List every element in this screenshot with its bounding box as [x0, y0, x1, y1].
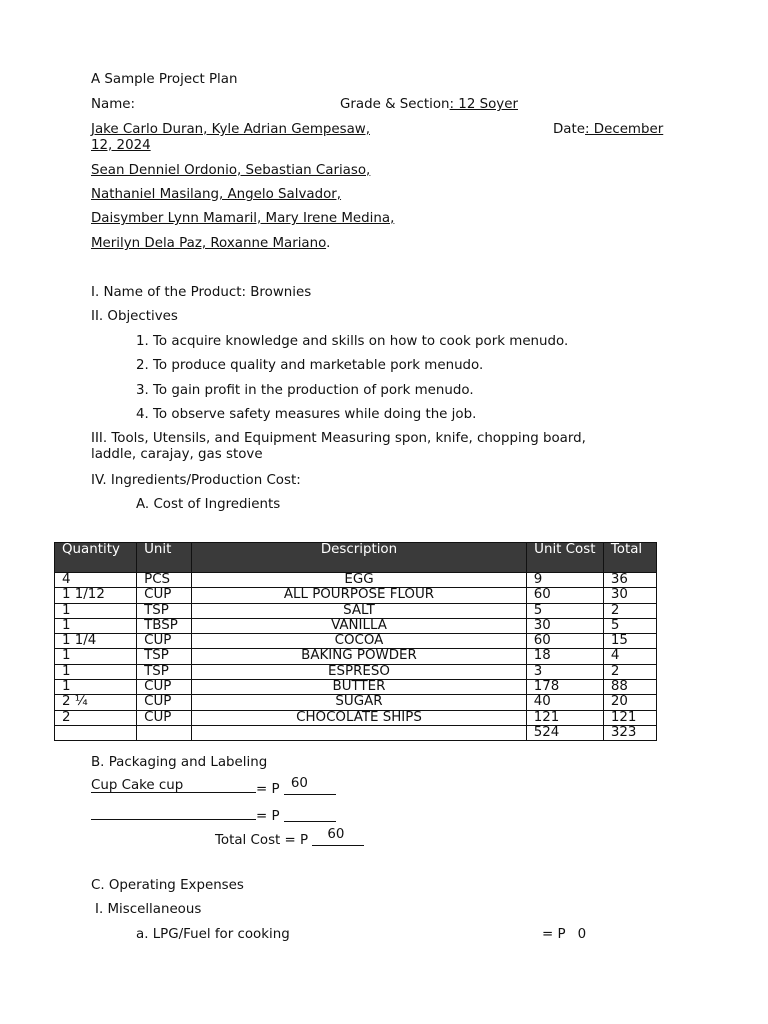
- cell-unit-cost: 30: [526, 618, 603, 633]
- grade-value: : 12 Soyer: [449, 97, 518, 112]
- objective-item: 2. To produce quality and marketable pork menudo.: [136, 358, 484, 373]
- table-row: [55, 618, 657, 633]
- cell-description: SALT: [192, 603, 527, 618]
- cell-unit: CUP: [137, 695, 192, 710]
- names-line-1: Jake Carlo Duran, Kyle Adrian Gempesaw,: [91, 122, 370, 137]
- packaging-heading: B. Packaging and Labeling: [91, 755, 268, 770]
- packaging-item-1: [91, 778, 336, 798]
- cell-description: COCOA: [192, 634, 527, 649]
- table-row: [55, 588, 657, 603]
- table-header-row: [55, 543, 657, 573]
- table-totals-row: [55, 725, 657, 740]
- cell-quantity: 1: [55, 618, 137, 633]
- grade-label: Grade & Section: [340, 97, 450, 112]
- names-line-3: Nathaniel Masilang, Angelo Salvador,: [91, 187, 342, 202]
- cell-quantity: 4: [55, 573, 137, 588]
- lpg-label: a. LPG/Fuel for cooking: [136, 927, 290, 942]
- header-total: Total: [603, 543, 656, 573]
- document-title: A Sample Project Plan: [91, 72, 238, 87]
- date-continuation: 12, 2024: [91, 138, 151, 153]
- objectives-heading: II. Objectives: [91, 309, 178, 324]
- grade-section: [340, 97, 518, 113]
- packaging-item-1-field: [91, 778, 256, 793]
- table-row: [55, 634, 657, 649]
- product-name: I. Name of the Product: Brownies: [91, 285, 312, 300]
- cell-unit-cost: 178: [526, 680, 603, 695]
- names-line-5-text: Merilyn Dela Paz, Roxanne Mariano: [91, 236, 327, 251]
- cell-unit-cost: 60: [526, 588, 603, 603]
- equals-p: = P: [256, 782, 280, 797]
- packaging-item-2-field: [91, 805, 256, 820]
- tools-line-2: laddle, carajay, gas stove: [91, 447, 263, 462]
- cell-quantity: 2: [55, 710, 137, 725]
- cell-total: 323: [603, 725, 656, 740]
- cell-quantity: 1: [55, 664, 137, 679]
- cell-unit-cost: 3: [526, 664, 603, 679]
- objective-item: 4. To observe safety measures while doing the job.: [136, 407, 477, 422]
- cell-unit: TSP: [137, 649, 192, 664]
- total-cost-label: Total Cost = P: [215, 833, 309, 848]
- cell-description: ALL POURPOSE FLOUR: [192, 588, 527, 603]
- cell-unit-cost: 60: [526, 634, 603, 649]
- cell-description: VANILLA: [192, 618, 527, 633]
- cell-unit: TSP: [137, 603, 192, 618]
- cell-quantity: 1: [55, 649, 137, 664]
- names-line-5-period: .: [326, 236, 331, 251]
- packaging-item-2-amount: [284, 807, 336, 822]
- table-row: [55, 680, 657, 695]
- cell-unit: PCS: [137, 573, 192, 588]
- cell-description: BUTTER: [192, 680, 527, 695]
- cell-unit-cost: 524: [526, 725, 603, 740]
- tools-line-1: III. Tools, Utensils, and Equipment Measuring spon, knife, chopping board,: [91, 431, 586, 446]
- total-cost-amount: 60: [312, 831, 364, 846]
- names-line-4: Daisymber Lynn Mamaril, Mary Irene Medina,: [91, 211, 395, 226]
- packaging-item-1-amount: 60: [284, 780, 336, 795]
- cost-subheading: A. Cost of Ingredients: [136, 497, 281, 512]
- cell-unit: [137, 725, 192, 740]
- cell-unit: TSP: [137, 664, 192, 679]
- header-description: Description: [192, 543, 527, 573]
- cell-unit-cost: 9: [526, 573, 603, 588]
- header-quantity: Quantity: [55, 543, 137, 573]
- table-row: [55, 603, 657, 618]
- table-row: [55, 573, 657, 588]
- cell-total: 5: [603, 618, 656, 633]
- table-row: [55, 695, 657, 710]
- cell-total: 36: [603, 573, 656, 588]
- objective-item: 3. To gain profit in the production of pork menudo.: [136, 383, 474, 398]
- cell-total: 15: [603, 634, 656, 649]
- cell-description: ESPRESO: [192, 664, 527, 679]
- cell-unit: CUP: [137, 710, 192, 725]
- table-body: [55, 573, 657, 741]
- cell-unit-cost: 40: [526, 695, 603, 710]
- cell-total: 2: [603, 664, 656, 679]
- packaging-total: [215, 829, 364, 849]
- cell-description: [192, 725, 527, 740]
- cell-quantity: 2 ¼: [55, 695, 137, 710]
- cell-quantity: 1 1/4: [55, 634, 137, 649]
- name-label: Name:: [91, 97, 136, 112]
- cell-quantity: 1: [55, 680, 137, 695]
- cell-quantity: 1: [55, 603, 137, 618]
- equals-p: = P: [256, 809, 280, 824]
- header-unit: Unit: [137, 543, 192, 573]
- cell-total: 88: [603, 680, 656, 695]
- cell-quantity: 1 1/12: [55, 588, 137, 603]
- cell-unit: CUP: [137, 588, 192, 603]
- names-line-5: [91, 236, 330, 252]
- objective-item: 1. To acquire knowledge and skills on how to cook pork menudo.: [136, 334, 569, 349]
- operating-heading: C. Operating Expenses: [91, 878, 244, 893]
- ingredients-heading: IV. Ingredients/Production Cost:: [91, 473, 301, 488]
- cell-total: 121: [603, 710, 656, 725]
- ingredients-cost-table: [54, 542, 657, 741]
- date-field: [553, 122, 663, 138]
- table-row: [55, 649, 657, 664]
- table-row: [55, 710, 657, 725]
- cell-unit-cost: 5: [526, 603, 603, 618]
- cell-total: 2: [603, 603, 656, 618]
- cell-description: BAKING POWDER: [192, 649, 527, 664]
- cell-unit-cost: 18: [526, 649, 603, 664]
- cell-total: 4: [603, 649, 656, 664]
- cell-quantity: [55, 725, 137, 740]
- cell-unit: CUP: [137, 634, 192, 649]
- misc-heading: I. Miscellaneous: [95, 902, 202, 917]
- packaging-item-1-label: Cup Cake cup: [91, 778, 184, 793]
- cell-description: EGG: [192, 573, 527, 588]
- date-value: : December: [585, 122, 664, 137]
- cell-unit: TBSP: [137, 618, 192, 633]
- header-unit-cost: Unit Cost: [526, 543, 603, 573]
- cell-description: CHOCOLATE SHIPS: [192, 710, 527, 725]
- cell-total: 30: [603, 588, 656, 603]
- cell-unit: CUP: [137, 680, 192, 695]
- cell-description: SUGAR: [192, 695, 527, 710]
- lpg-amount: = P 0: [542, 927, 587, 942]
- packaging-item-2: [91, 805, 336, 825]
- names-line-2: Sean Denniel Ordonio, Sebastian Cariaso,: [91, 163, 371, 178]
- date-label: Date: [553, 122, 586, 137]
- cell-unit-cost: 121: [526, 710, 603, 725]
- table-row: [55, 664, 657, 679]
- cell-total: 20: [603, 695, 656, 710]
